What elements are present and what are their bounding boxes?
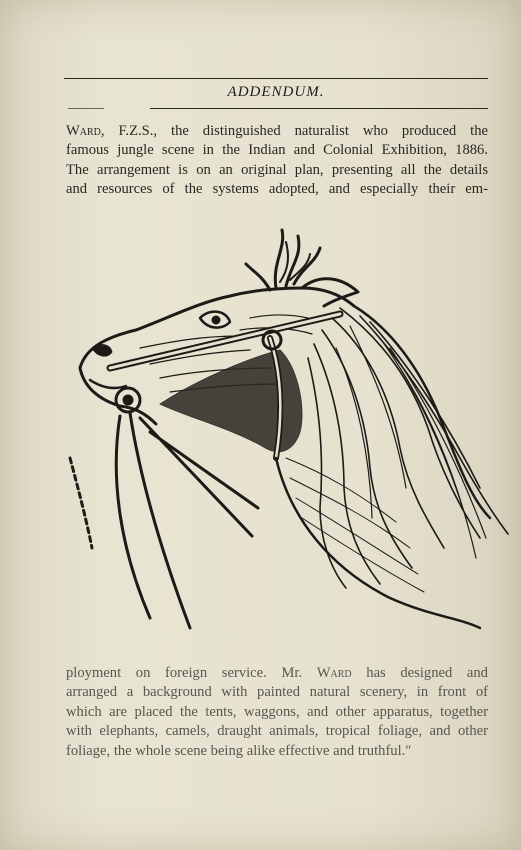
header-rule	[150, 108, 488, 109]
name-smallcaps: Ward	[316, 665, 352, 681]
rule-fragment	[68, 108, 104, 109]
text-line	[66, 664, 488, 683]
text-line: with elephants, camels, draught animals, tropical foliage, and other	[66, 723, 488, 740]
running-head: ADDENDUM.	[227, 84, 325, 100]
horse-head-engraving-icon	[40, 218, 510, 648]
text-line: arranged a background with painted natural scenery, in front of	[66, 684, 488, 701]
text-fragment: has designed and	[351, 665, 488, 681]
text-line: famous jungle scene in the Indian and Colonial Exhibition, 1886.	[66, 142, 488, 159]
text-line: The arrangement is on an original plan, presenting all the details	[66, 161, 488, 178]
top-rule	[64, 78, 488, 79]
text-fragment: ployment on foreign service. Mr.	[66, 665, 317, 681]
paragraph-top	[66, 122, 488, 200]
text-line: which are placed the tents, waggons, and other apparatus, together	[66, 703, 488, 720]
name-smallcaps: Ward	[66, 123, 101, 139]
text-line	[66, 122, 488, 141]
paragraph-bottom	[66, 664, 488, 761]
text-fragment: , F.Z.S., the distinguished naturalist who produced the	[100, 123, 488, 139]
text-line: foliage, the whole scene being alike effective and truthful."	[66, 742, 412, 759]
text-line: and resources of the systems adopted, and especially their em-	[66, 181, 488, 198]
